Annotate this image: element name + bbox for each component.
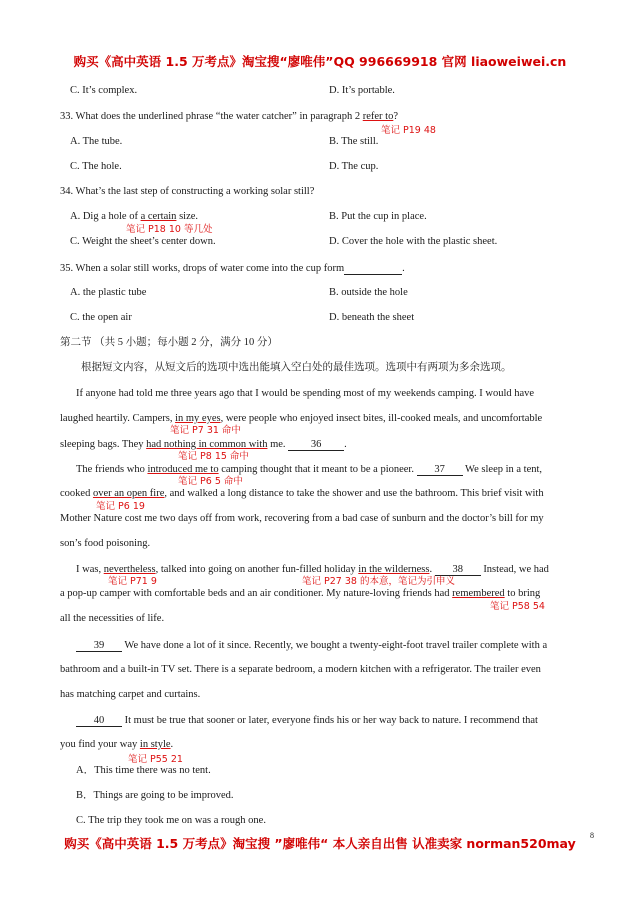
p5-l2-text-a: you find your way xyxy=(60,739,140,750)
q34-option-b: B. Put the cup in place. xyxy=(329,211,427,222)
note-p8: 笔记 P8 15 命中 xyxy=(178,451,249,462)
q34-option-a-end: size. xyxy=(176,211,199,222)
note-p18: 笔记 P18 10 等几处 xyxy=(126,224,213,235)
p2-l2-text-a: cooked xyxy=(60,488,93,499)
q32-option-c: C. It’s complex. xyxy=(70,85,138,96)
p3-underlined-in-the-wilderness: in the wilderness xyxy=(358,564,430,575)
p1-l3-text-b: me. xyxy=(267,439,289,450)
passage-p1-line3 xyxy=(60,439,347,451)
p3-underlined-nevertheless: nevertheless xyxy=(103,564,156,575)
q33-underlined-phrase: refer to xyxy=(362,111,394,122)
note-p58: 笔记 P58 54 xyxy=(490,601,545,612)
page-number: 8 xyxy=(590,831,594,840)
q33-option-d: D. The cup. xyxy=(329,161,379,172)
p1-underlined-nothing-in-common: had nothing in common with xyxy=(146,439,268,450)
blank-36: 36 xyxy=(288,439,344,451)
q32-option-d: D. It’s portable. xyxy=(329,85,395,96)
passage-p3-line3: all the necessities of life. xyxy=(60,613,165,624)
p2-underlined-introduced-me-to: introduced me to xyxy=(147,464,219,475)
q35-option-c: C. the open air xyxy=(70,312,132,323)
q34-option-a xyxy=(70,212,198,223)
p3-l1-text-c: . xyxy=(429,564,435,575)
passage-p1-line2 xyxy=(60,414,542,425)
p1-l3-text-a: sleeping bags. They xyxy=(60,439,147,450)
p2-l1-text-c: We sleep in a tent, xyxy=(462,464,543,475)
p5-underlined-in-style: in style xyxy=(139,739,171,750)
passage-p2-line2 xyxy=(60,489,544,500)
q34-underlined-phrase: a certain xyxy=(140,211,177,222)
p2-underlined-over-an-open-fire: over an open fire xyxy=(92,488,165,499)
passage-p4-line2: bathroom and a built-in TV set. There is a separate bedroom, a modern kitchen with a refrigerator. The trailer even xyxy=(60,664,541,675)
passage-p4-line3: has matching carpet and curtains. xyxy=(60,689,201,700)
p1-l2-text-b: , were people who enjoyed insect bites, ill-cooked meals, and uncomfortable xyxy=(220,413,543,424)
blank-38: 38 xyxy=(435,564,481,576)
q35-option-b: B. outside the hole xyxy=(329,287,408,298)
note-p55: 笔记 P55 21 xyxy=(128,754,183,765)
q35-stem-text: 35. When a solar still works, drops of water come into the cup form xyxy=(60,263,345,274)
q34-stem: 34. What’s the last step of constructing a working solar still? xyxy=(60,186,315,197)
p4-l1-text: We have done a lot of it since. Recently, we bought a twenty-eight-foot travel trailer complete with a xyxy=(122,640,548,651)
q35-option-a: A. the plastic tube xyxy=(70,287,147,298)
choice-c: C. The trip they took me on was a rough one. xyxy=(76,815,266,826)
q35-option-d: D. beneath the sheet xyxy=(329,312,415,323)
choice-b: B．Things are going to be improved. xyxy=(76,790,234,801)
q34-option-a-text: A. Dig a hole of xyxy=(70,211,141,222)
note-p71: 笔记 P71 9 xyxy=(108,576,157,587)
passage-p2-line4: son’s food poisoning. xyxy=(60,538,151,549)
q35-stem xyxy=(60,263,405,275)
q35-answer-blank xyxy=(344,263,402,275)
p3-l1-text-a: I was, xyxy=(76,564,104,575)
q33-stem xyxy=(60,112,398,123)
p3-underlined-remembered: remembered xyxy=(452,588,505,599)
p1-l2-text-a: laughed heartily. Campers, xyxy=(60,413,176,424)
q33-stem-end: ? xyxy=(393,111,398,122)
note-p27: 笔记 P27 38 的本意，笔记为引申义 xyxy=(302,576,455,587)
note-p19: 笔记 P19 48 xyxy=(381,125,436,136)
p2-l1-text-a: The friends who xyxy=(76,464,148,475)
passage-p3-line2 xyxy=(60,589,540,600)
p3-l1-text-b: , talked into going on another fun-filled holiday xyxy=(155,564,359,575)
passage-p5-line2 xyxy=(60,740,173,751)
blank-37: 37 xyxy=(417,464,463,476)
p1-l3-end: . xyxy=(344,439,347,450)
blank-40: 40 xyxy=(76,715,122,727)
p1-underlined-in-my-eyes: in my eyes xyxy=(175,413,221,424)
top-banner: 购买《高中英语 1.5 万考点》淘宝搜“廖唯伟”QQ 996669918 官网 liaoweiwei.cn xyxy=(73,54,567,69)
q34-option-c: C. Weight the sheet’s center down. xyxy=(70,236,216,247)
section2-heading: 第二节 （共 5 小题；每小题 2 分，满分 10 分） xyxy=(60,337,278,348)
p5-l2-end: . xyxy=(170,739,174,750)
blank-39: 39 xyxy=(76,640,122,652)
section2-instruction: 根据短文内容，从短文后的选项中选出能填入空白处的最佳选项。选项中有两项为多余选项。 xyxy=(81,362,512,373)
choice-a: A．This time there was no tent. xyxy=(76,765,211,776)
q33-option-b: B. The still. xyxy=(329,136,379,147)
q33-stem-text: 33. What does the underlined phrase “the water catcher” in paragraph 2 xyxy=(60,111,363,122)
passage-p4-line1 xyxy=(76,640,547,652)
passage-p2-line3: Mother Nature cost me two days off from work, recovering from a bad case of sunburn and the doctor’s bill for my xyxy=(60,513,544,524)
bottom-banner: 购买《高中英语 1.5 万考点》淘宝搜 ”廖唯伟“ 本人亲自出售 认准卖家 norman520may xyxy=(64,836,576,851)
q33-option-c: C. The hole. xyxy=(70,161,122,172)
q35-stem-end: . xyxy=(402,263,405,274)
note-p6b: 笔记 P6 19 xyxy=(96,501,145,512)
p2-l1-text-b: camping thought that it meant to be a pioneer. xyxy=(218,464,417,475)
q34-option-d: D. Cover the hole with the plastic sheet. xyxy=(329,236,498,247)
p2-l2-text-b: , and walked a long distance to take the shower and use the bathroom. This brief visit with xyxy=(164,488,544,499)
p5-l1-text: It must be true that sooner or later, everyone finds his or her way back to nature. I recommend that xyxy=(122,715,538,726)
note-p7: 笔记 P7 31 命中 xyxy=(170,425,241,436)
note-p6: 笔记 P6 5 命中 xyxy=(178,476,243,487)
passage-p3-line1 xyxy=(76,564,549,576)
p3-l2-text-b: to bring xyxy=(504,588,541,599)
passage-p2-line1 xyxy=(76,464,542,476)
passage-p5-line1 xyxy=(76,715,538,727)
p3-l1-text-d: Instead, we had xyxy=(480,564,549,575)
q33-option-a: A. The tube. xyxy=(70,136,123,147)
p3-l2-text-a: a pop-up camper with comfortable beds and an air conditioner. My nature-loving friends had xyxy=(60,588,453,599)
passage-p1-line1: If anyone had told me three years ago that I would be spending most of my weekends camping. I would have xyxy=(76,388,535,399)
